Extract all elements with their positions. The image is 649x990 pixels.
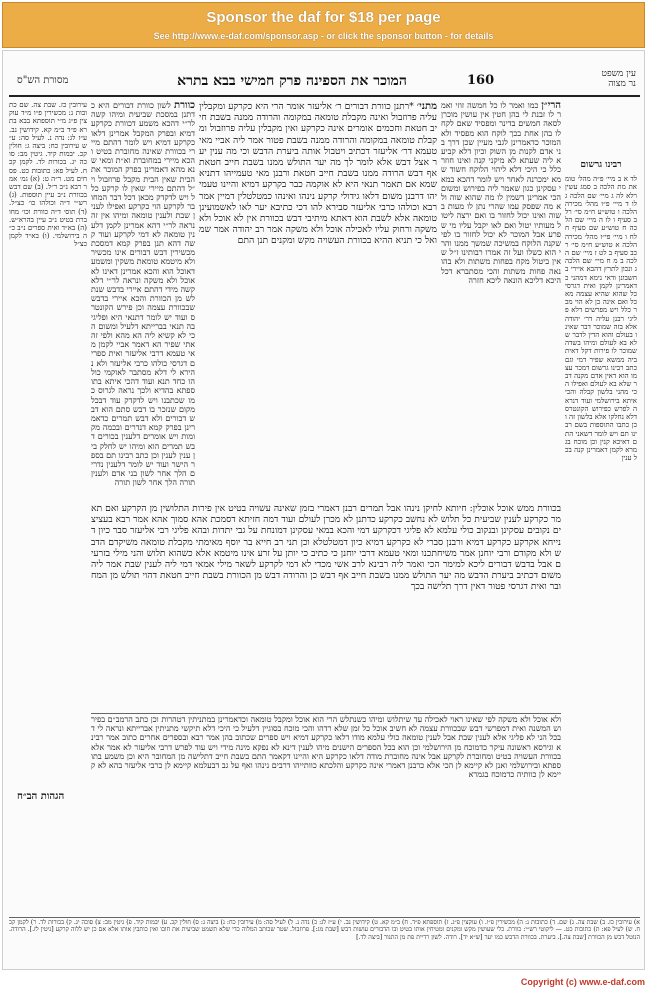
rashi-dibur: הרי״ן: [541, 101, 561, 111]
gemara-dibur: מתני׳: [416, 101, 437, 112]
gemara-column: [199, 101, 437, 501]
sponsor-title[interactable]: Sponsor the daf for $18 per page: [206, 9, 441, 26]
page-header: [9, 69, 640, 91]
page-number: 160: [467, 73, 495, 88]
sponsor-subtitle[interactable]: See http://www.e-daf.com/sponsor.asp - or click the sponsor button - for details: [153, 31, 494, 41]
bottom-commentary-block: [91, 715, 561, 915]
rashi-text: כמו ואמר לו כל חמשה זוזי ואמר לו זבנת לי בהן חטין אין עושין מוכרן לסאה חמשים בדינר ומפסיד שאם לקח לו בהן אחת בכך לוקח הוא מפסיד ולא המוכר כדאמרינן לגבי מעיין שכן דרך בני אדם לקנות מן השוק וכיון דלא קביעא ליה שעתא לא מיקני קנה ואינו חוזר כלל כי היכי דלא ליהוי הלוקח חשוד שמא ימכרנה לאחר ויש לומר דהכא במאי עסקינן כגון שאמר ליה בפירוש ומשום הכי אמרינן דשמין לו מה שהוא שוה ולא מה שפסק עמו שהרי נתן לו מעות בשוה ואינו יכול לחזור בו ואם ירצה ליטול מעותיו יטול ואם לאו יקבל עליו מי שפרע אבל המוכר לא יכול לחזור בו לפי שקנה הלוקח במשיכה שמשך ממנו והרי הוא כשלו ועל זה אמרו רבותינו ז״ל שאין ביטול מקח בפחות משתות ולא בהונאה פחות משתות והכי מסתברא דכל היכא דליכא הונאה ליכא חזרה: [441, 101, 561, 285]
right-margin-column: [565, 101, 637, 916]
bottom-commentary-text: ולא אוכל ולא משקה לפי שאינו ראוי לאכילה עד שיתלוש ומיהו כשנתלש הרי הוא אוכל ומקבל טומאה וכדאמרינן במתניתין דטהרות וכן כתב הרמב״ם בפירוש המשנה ואית דמפרשי דבש שבכוורת עצמה לא חשיב אוכל כל זמן שלא רדהו והכי מוכח בסוגיין דלעיל כי היכי דלא תיקשי מתניתין אברייתא ונראה לי דבכל הני לא פליגי אלא לענין שבת אבל לענין טומאה כולי עלמא מודו דלאו כקרקע דמיא ויש ספרים שכתוב בהן אמר רבא ובספרים אחרים כתוב אמר רבינא וגירסא ראשונה עיקר כדמוכח מן הירושלמי וכן הוא בכל הספרים הישנים מיהו לענין דינא לא נפקא מינה מידי ויש עוד לפרש דרבי אליעזר לא אמר אלא בכוורת העשויה בטיט ומחוברת לקרקע אבל אינה מחוברת מודה דלאו כקרקע היא והיינו דקאמר התם בשבת חייב דתלישה מן המחובר היא וכן משמע בתוספתא ובירושלמי ואנן לא קיימא לן הכי אלא כרבנן דאמרי אינה כקרקע והלכתא כוותייהו דרבים נינהו ואף על גב דבעלמא קיימא לן כרבי אליעזר בהא לא קיימא לן כוותיה כדמוכח בגמרא: [91, 715, 561, 780]
hagahot-habach-heading: הגהות הב״ח: [17, 791, 65, 802]
rashi-column: [441, 101, 561, 501]
left-margin-text: עירובין כז. שבת צה. שם כתובות נ: מכשירין פ״ו מ״ד עוקצין פ״ג מ״י תוספתא בבא בתרא פ״ד ב״מ קא. קידושין נב. ע״ז לג: נדה נ. לעיל סה: ע״ש עירובין כח: ביצה ג: חולין קכ. יבמות קיד. גיטין מב: סוכה יג. בכורות לד. לקמן קכח. לעיל פא: כתובות כט. פסחים מט. ר״ה ט: (א) גמ׳ אמר רבא נ״ב ר״ל. (ב) שם דבש בכוורת נ״ב עיין תוספות. (ג) רש״י ד״ה וכולהו כו׳ כצ״ל. (ד) תוס׳ ד״ה כוורת וכו׳ מחוברת בטיט נ״ב עיין בהרא״ש. (ה) בא״ד ואית ספרים נ״ב כ״ה בירושלמי. (ו) בא״ד לקמן כצ״ל: [9, 101, 87, 249]
footnotes-text: א) עירובין כז. ב) שבת צה. ג) שם. ד) כתובות נ: ה) מכשירין פ״ו. ו) עוקצין פ״ג. ז) תוספתא פ״ד. ח) ב״מ קא. ט) קידושין נב. י) ע״ז לג: כ) נדה נ. ל) לעיל סה: מ) עירובין כח: נ) ביצה ג: ס) חולין קכ. ע) יבמות קיד. פ) גיטין מב: צ) סוכה יג. ק) בכורות לד. ר) לקמן קכח. ש) לעיל פא: ת) כתובות כט. — ליקוטי רש״י: כוורת. כלי שעושין מקש ומקנים ומטיחין אותו בטיט ובו הדבורים עושות דבש [שבת מג:]. פרוזבול. שטר שכותב המלוה כדי שלא תשמט שביעית את חובו ואין כותבין אותו אלא אם כן יש ללוה קרקע [גיטין לז.]. הרודה. הנוטל דבש מן הכוורת [שבת צה.]. ביערת. בכוורת הדבש כמו יער [ש״א יד]. רודה. לשון רדיית פת מן התנור [ביצה לד.]: [9, 919, 640, 941]
gemara-text: *רתנן כוורת דבורים ר׳ אליעזר אומר הרי היא כקרקע ומקבלין עליה פרוזבול ואינה מקבלת טומאה במקומה והרודה ממנה בשבת חייב חטאת וחכמים אומרים אינה כקרקע ואין מקבלין עליה פרוזבול ומקבלת טומאה במקומה והרודה ממנה בשבת פטור אמר ליה אביי מאי טעמא דר׳ אליעזר דכתיב ויטבול אותה ביערת הדבש וכי מה ענין יער אצל דבש אלא לומר לך מה יער התולש ממנו בשבת חייב חטאת אף דבש הרודה ממנו בשבת חייב חטאת ורבנן מאי טעמייהו דתניא שמא אם תאמר תנאי היא לא אוקמה כבר בקרקע דמיא והיינו טעמייהו דרבנן משום דלאו גידולי קרקע נינהו ואינהו כמטלטלין דמיין אמר רבא וכולהו כרבי אליעזר סבירא להו דכי כתיבא יער לאו לאשמועינן טומאה אלא לשבת הוא דאתא מיתיבי דבש בכוורת אין לא אוכל ולא משקה ורחוק עליו לאכילה אוכל ולא משקה אמר רב יהודה אמר שמואל כי תניא ההיא בכוורת העשויה מקש ומקנים תנן התם: [199, 101, 437, 247]
lower-gemara-block: [91, 503, 561, 713]
rabbeinu-gershom-heading: רבינו גרשום: [580, 160, 622, 170]
ein-mishpat-label: [602, 69, 636, 89]
tosafot-text: לשון כוורת דבורים היא כדתנן במסכת שביעית ומיהו קשה לר״י דהכא משמע דכוורת כקרקע דמיא ובפרק המקבל אמרינן דלאו כקרקע דמיא ויש לומר דהתם מיירי בכוורת שאינה מחוברת בטיט והכא מיירי במחוברת וא״ת ומאי שנא מהא דאמרינן בפרק המוכר את הבית שאין הבית מקבל פרוזבול וי״ל דהתם מיירי שאין לו קרקע כלל ויש לדקדק מכאן דכל דבר המחובר לקרקע הוי כקרקע ואפילו לענין שבת ולענין טומאה ומיהו אין זה נראה לר״י דהא אמרינן לקמן דלענין טומאה לא דמי לקרקע ועוד קשה דהא תנן בפרק קמא דמסכת מכשירין דבש דבורים אינו מכשיר ולא מיטמא טומאת משקין ומשמע דאוכל הוא והכא אמרינן דאינו לא אוכל ולא משקה ונראה לר״י דלא קשה מידי דהתם איירי בדבש שנתלש מן הכוורת והכא איירי בדבש שבכוורת עצמה וכן פירש הקונטרס ועוד יש לומר דתנאי היא ופליגי בה תנאי בברייתא דלעיל ומשום הכי לא קשיא ליה הא מהא ולפי זה אתי שפיר הא דאמר אביי לקמן מאי טעמא דרבי אליעזר ואית ספרים דגרסי כולהו כרבי אליעזר ולא נהירא לי דלא מסתבר לאוקמי כולהו כחד תנא ועוד דהכי איתא בתוספתא בהדיא ולכך נראה לגרוס כמו שכתבנו ויש לדקדק עוד דבכל מקום שנזכר בו דבש סתם הוא דבש דבורים ולא דבש תמרים כדאמרינן בפרק קמא דנדרים ובכמה מקומות ויש אומרים דלענין בכורים דבש תמרים הוא ומיהו יש לחלק בין ענין לענין וכן כתב רבינו תם בספר הישר ועוד יש לומר דלענין נדרים הלך אחר לשון בני אדם ולענין תורה הלך אחר לשון תורה: [91, 101, 195, 488]
sponsor-banner[interactable]: [2, 2, 645, 48]
section-divider: [91, 713, 561, 714]
tosafot-dibur: כוורת: [174, 101, 195, 111]
right-margin-text: לד א ב מיי׳ פ״ה מהל׳ טומאת מת הלכה ב סמג עשין רלא לה ג מיי׳ שם הלכה ג לו ד מיי׳ פ״ו מהל׳ מכירה הלכה ו טוש״ע ח״מ סי׳ רלב סעיף ו לז ה מיי׳ שם הלכה ח טוש״ע שם סעיף ח לח ו מיי׳ פי״ז מהל׳ מכירה הלכה א טוש״ע ח״מ סי׳ רכב סעיף ב לט ז מיי׳ שם הלכה ב מ ח מיי׳ שם הלכה ג ונכון לתרץ דהכא איירי בחשבונן ודאי נימא דמהני כדאמרינן לקמן ואית דגרסי כל שהוא שהיא עצמה מאכל ואם אינה כן לא הוי מכר כלל ויש מפרשים דלא פליגי רבנן עליה דר׳ יהודה אלא בזה שמוכר דבר שאינו בעולם והוא הדין לדבר שלא בא לעולם ומיהו בשדה שמוכר לו פירות דקל דאית ביה ממשא שפיר דמי וגם כתב רבינו גרשום דמכר עצמו הוא דאין אדם מקנה דבר שלא בא לעולם ואפילו הכי מהני בלשון קבלה והכי איתא בירושלמי ועוד דנראה לפרש כפירוש הקונטרס דלא נחלקו אלא בלשון זה וכן כתבו התוספות בשם רבינו תם ויש לומר דשאני התם דאיכא קנין וכן מוכח בגמרא לקמן דאמרינן קנה בכל ענין: [565, 175, 637, 463]
header-rule: [9, 95, 640, 97]
footnote-divider: [9, 917, 640, 918]
copyright-link[interactable]: Copyright (c) www.e-daf.com: [520, 977, 645, 987]
talmud-page: [2, 50, 645, 970]
ein-mishpat-line2: נר מצוה: [608, 79, 636, 89]
masoret-hashas-label: מסורת הש"ס: [17, 75, 69, 86]
lower-gemara-text: בכוורת ממש אוכל אוכלין: חיותא לחיקן נינהו אבל תמרים רבנן דאמרי בזמן שאינה עשויה בטיט אין פירות התלושין מן הקרקע ואם תאמר כקרקע לענין שביעית כל תלוש לא נחשב כקרקע כדתנן לא מכרן לעולם ועוד דמה חזיתא דסמכת אהא סמוך אהא אמר רבא בעציצים נקובים עסקינן ובנקוב כולי עלמא לא פליגי דכקרקע דמי והכא במאי עסקינן דמונחת על גבי יתדות ובהא פליגי רבי אליעזר סבר כיון דנייחא אקרקע כקרקע דמיא ורבנן סברי לא כקרקע דמיא כיון דמטלטלא וכן תני רב חייא בר יוסף מאימתי מקבלת טומאה משיקדם הדבש ולא מקודם ורבי יוחנן אמר משיחתכנו ומאי טעמא דרבי יוחנן כי כתיב כי יותן על זרע אינו מיטמא אלא כשהוא תלוש והני מילי בזרעים אבל בדבש דבורים ליכא למימר הכי ואמר ליה רבינא לרב אשי מכדי לא דמי לקרקע לשאר מילי אמאי דמי ליה לענין שבת אמר ליה משום דכתיב ביערת הדבש מה יער התולש ממנו בשבת חייב אף דבש כן והרודה דבש מן הכוורת בשבת חייב חטאת דהוי תולש מן המחובר ואית דגרסי פטור דאין דרך תלישה בכך: [91, 503, 561, 593]
footnotes-block: [9, 919, 640, 963]
ein-mishpat-line1: עין משפט: [601, 69, 636, 79]
page-title: המוכר את הספינה פרק חמישי בבא בתרא: [177, 73, 407, 89]
